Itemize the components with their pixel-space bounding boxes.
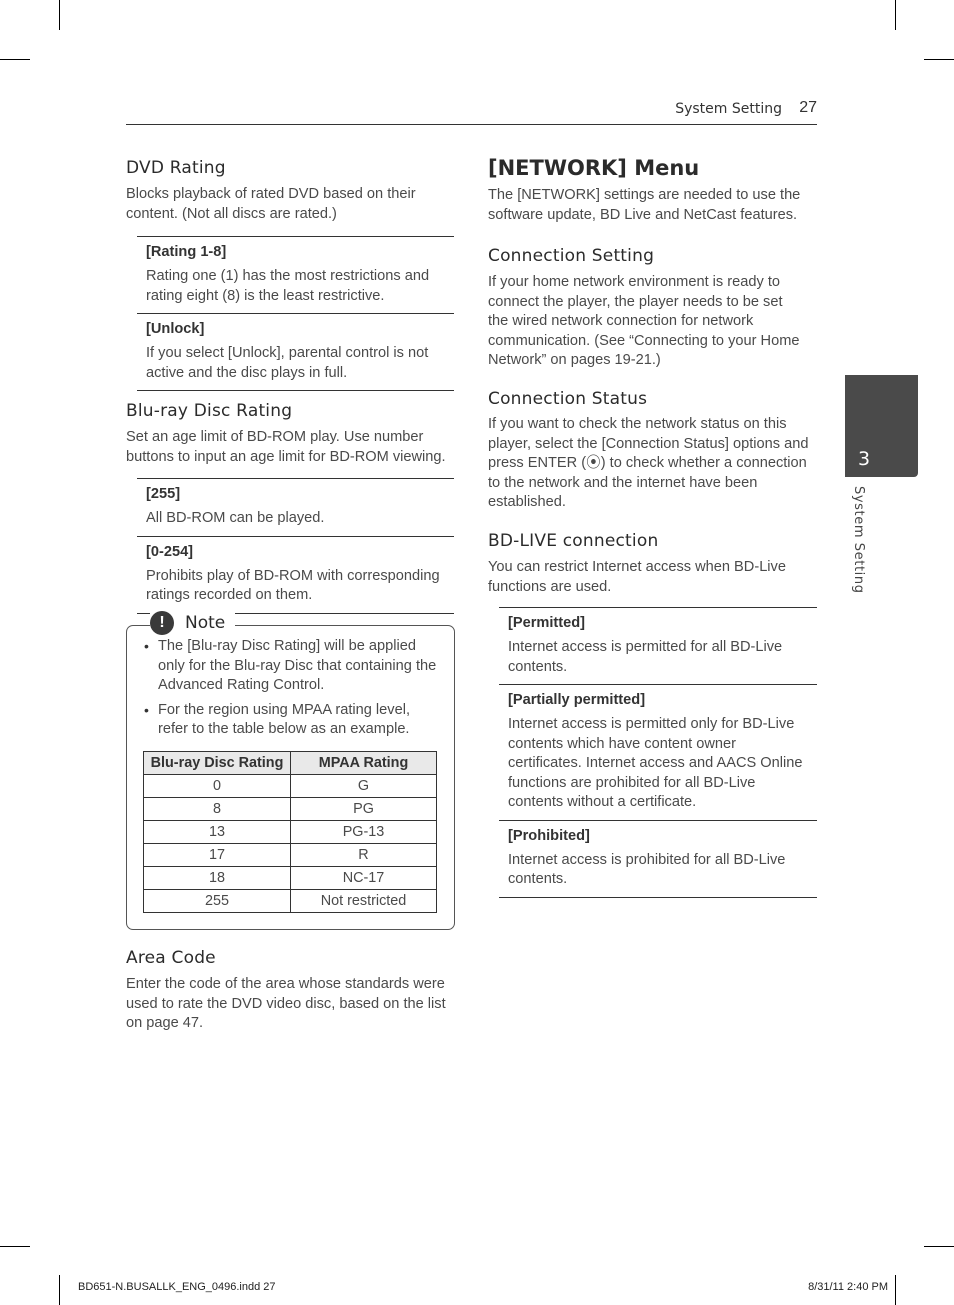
crop-mark — [895, 0, 896, 30]
option-text: Rating one (1) has the most restrictions and rating eight (8) is the least restrictive. — [146, 268, 430, 304]
option-unlock — [137, 314, 454, 391]
network-menu-heading: [NETWORK] Menu — [488, 156, 700, 180]
desc-text: If you want to check the network status on this player, select the [Connection Status] options and press ENTER ( — [488, 416, 809, 471]
table-cell: NC-17 — [291, 867, 437, 890]
exclamation-icon: ! — [150, 611, 174, 635]
option-text: Internet access is permitted only for BD-Live contents which have content owner certificates. Internet access and AACS Online functions are prohibited for all BD-Live contents without a certificate. — [508, 716, 803, 810]
area-code-section — [126, 948, 446, 1034]
table-row — [144, 775, 437, 798]
option-255 — [137, 478, 454, 537]
connection-setting-section — [488, 246, 800, 371]
option-permitted — [499, 607, 817, 685]
dvd-rating-heading: DVD Rating — [126, 158, 226, 178]
option-text: All BD-ROM can be played. — [146, 510, 325, 526]
connection-setting-heading: Connection Setting — [488, 246, 655, 266]
bdlive-section — [488, 531, 817, 898]
table-cell: 255 — [144, 890, 291, 913]
table-cell: Not restricted — [291, 890, 437, 913]
note-header — [150, 611, 235, 635]
table-cell: PG-13 — [291, 821, 437, 844]
note-item: • For the region using MPAA rating level, refer to the table below as an example. — [143, 701, 439, 740]
crop-mark — [895, 1275, 896, 1305]
crop-mark — [59, 0, 60, 30]
chapter-number: 3 — [858, 448, 871, 470]
network-menu-desc: The [NETWORK] settings are needed to use the software update, BD Live and NetCast features. — [488, 187, 801, 223]
table-row — [144, 844, 437, 867]
table-cell: 0 — [144, 775, 291, 798]
option-partially-permitted — [499, 685, 817, 821]
option-text: Internet access is permitted for all BD-Live contents. — [508, 639, 783, 675]
crop-mark — [924, 59, 954, 60]
chapter-label: System Setting — [851, 486, 866, 594]
footer-file: BD651-N.BUSALLK_ENG_0496.indd 27 — [78, 1281, 276, 1293]
note-item: • The [Blu-ray Disc Rating] will be applied only for the Blu-ray Disc that containing the Advanced Rating Control. — [143, 637, 439, 696]
option-0-254 — [137, 537, 454, 614]
option-label: [Permitted] — [508, 615, 586, 631]
table-row — [144, 798, 437, 821]
option-rating-1-8 — [137, 236, 454, 314]
bluray-rating-section — [126, 401, 454, 614]
dvd-rating-section — [126, 158, 454, 391]
area-code-desc: Enter the code of the area whose standards were used to rate the DVD video disc, based on the list on page 47. — [126, 976, 446, 1031]
section-title: System Setting — [675, 101, 782, 117]
table-row — [144, 890, 437, 913]
crop-mark — [0, 59, 30, 60]
option-text: If you select [Unlock], parental control is not active and the disc plays in full. — [146, 345, 429, 381]
note-list — [143, 637, 439, 745]
option-label: [Unlock] — [146, 321, 205, 337]
bluray-rating-desc: Set an age limit of BD-ROM play. Use number buttons to input an age limit for BD-ROM viewing. — [126, 429, 446, 465]
option-label: [255] — [146, 486, 181, 502]
option-text: Internet access is prohibited for all BD-Live contents. — [508, 851, 786, 887]
table-cell: 18 — [144, 867, 291, 890]
chapter-tab — [845, 375, 918, 477]
crop-mark — [0, 1246, 30, 1247]
enter-icon: ⦿ — [586, 455, 601, 471]
table-row — [144, 867, 437, 890]
table-cell: PG — [291, 798, 437, 821]
connection-status-desc — [488, 415, 810, 513]
table-cell: 17 — [144, 844, 291, 867]
option-label: [Partially permitted] — [508, 692, 646, 708]
note-label: Note — [185, 613, 226, 633]
option-label: [Rating 1-8] — [146, 244, 227, 260]
table-header: Blu-ray Disc Rating — [144, 752, 291, 775]
table-cell: R — [291, 844, 437, 867]
footer-date: 8/31/11 2:40 PM — [808, 1281, 888, 1293]
desc-text: ) to check whether a connection to the network and the internet have been established. — [488, 455, 807, 510]
page-number: 27 — [799, 99, 817, 116]
area-code-heading: Area Code — [126, 948, 216, 968]
mpaa-table — [143, 751, 437, 913]
option-label: [Prohibited] — [508, 827, 590, 844]
option-label: [0-254] — [146, 543, 194, 560]
connection-status-heading: Connection Status — [488, 389, 648, 409]
dvd-rating-desc: Blocks playback of rated DVD based on their content. (Not all discs are rated.) — [126, 186, 416, 222]
table-row — [144, 821, 437, 844]
table-header: MPAA Rating — [291, 752, 437, 775]
table-cell: G — [291, 775, 437, 798]
table-header-row — [144, 752, 437, 775]
bluray-rating-heading: Blu-ray Disc Rating — [126, 401, 293, 421]
table-cell: 8 — [144, 798, 291, 821]
page-header — [126, 100, 817, 125]
bdlive-desc: You can restrict Internet access when BD-Live functions are used. — [488, 559, 786, 595]
connection-status-section — [488, 389, 810, 513]
option-prohibited — [499, 821, 817, 898]
crop-mark — [924, 1246, 954, 1247]
connection-setting-desc: If your home network environment is ready to connect the player, the player needs to be set the wired network connection for network communication. (See “Connecting to your Home Network” on pages 19-21.) — [488, 274, 800, 368]
table-cell: 13 — [144, 821, 291, 844]
option-text: Prohibits play of BD-ROM with corresponding ratings recorded on them. — [146, 567, 440, 603]
network-menu-section — [488, 156, 808, 225]
bdlive-heading: BD-LIVE connection — [488, 531, 659, 551]
crop-mark — [59, 1275, 60, 1305]
